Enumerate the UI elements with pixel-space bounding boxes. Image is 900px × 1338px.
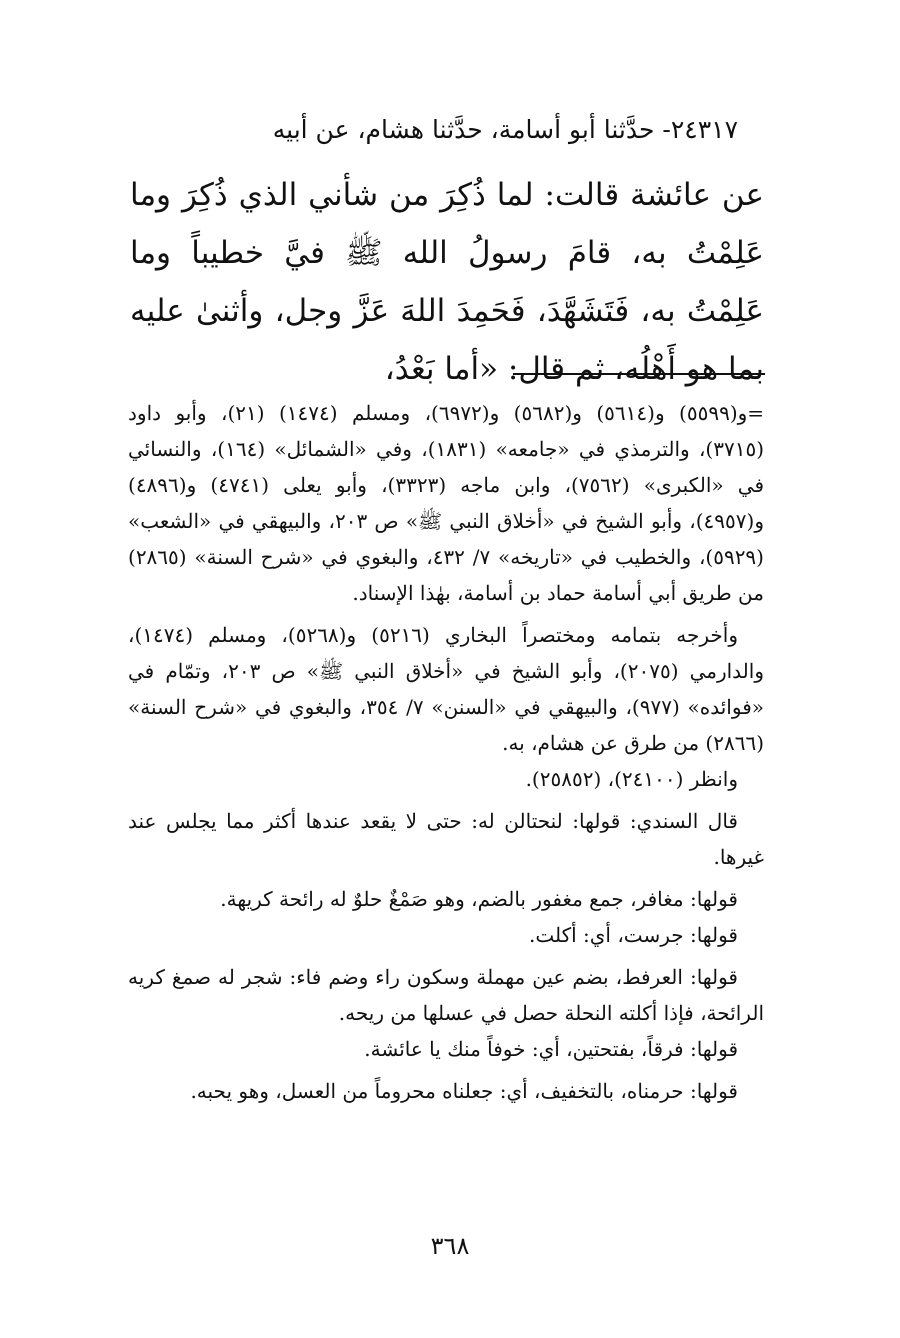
footnote-paragraph: قولها: جرست، أي: أكلت. xyxy=(528,923,738,947)
footnote-paragraph: قولها: حرمناه، بالتخفيف، أي: جعلناه محروماً من العسل، وهو يحبه. xyxy=(190,1079,738,1103)
footnotes xyxy=(128,395,764,1109)
page-number: ٣٦٨ xyxy=(430,1232,470,1260)
footnote-paragraph: وأخرجه بتمامه ومختصراً البخاري (٥٢١٦) و(٥٢٦٨)، ومسلم (١٤٧٤)، والدارمي (٢٠٧٥)، وأبو الشيخ في «أخلاق النبي ﷺ» ص ٢٠٣، وتمّام في «فوائده» (٩٧٧)، والبيهقي في «السنن» ٧/ ٣٥٤، والبغوي في «شرح السنة» (٢٨٦٦) من طرق عن هشام، به. xyxy=(128,623,764,755)
hadith-body xyxy=(130,166,764,398)
footnote-paragraph: قولها: فرقاً، بفتحتين، أي: خوفاً منك يا عائشة. xyxy=(364,1037,738,1061)
footnote-separator xyxy=(513,373,765,375)
footnote-paragraph: قولها: العرفط، بضم عين مهملة وسكون راء وضم فاء: شجر له صمغ كريه الرائحة، فإذا أكلته النحلة حصل في عسلها من ريحه. xyxy=(128,965,764,1025)
hadith-body-text: عن عائشة قالت: لما ذُكِرَ من شأني الذي ذُكِرَ وما عَلِمْتُ به، قامَ رسولُ الله ﷺ فيَّ خطيباً وما عَلِمْتُ به، فَتَشَهَّدَ، فَحَمِدَ اللهَ عَزَّ وجل، وأثنىٰ عليه بما هو أَهْلُه، ثم قال: «أما بَعْدُ، xyxy=(130,177,764,387)
hadith-header: ٢٤٣١٧- حدَّثنا أبو أسامة، حدَّثنا هشام، عن أبيه xyxy=(272,115,738,144)
footnote-paragraph: =و(٥٥٩٩) و(٥٦١٤) و(٥٦٨٢) و(٦٩٧٢)، ومسلم (١٤٧٤) (٢١)، وأبو داود (٣٧١٥)، والترمذي في «جامعه» (١٨٣١)، وفي «الشمائل» (١٦٤)، والنسائي في «الكبرى» (٧٥٦٢)، وابن ماجه (٣٣٢٣)، وأبو يعلى (٤٧٤١) و(٤٨٩٦) و(٤٩٥٧)، وأبو الشيخ في «أخلاق النبي ﷺ» ص ٢٠٣، والبيهقي في «الشعب» (٥٩٢٩)، والخطيب في «تاريخه» ٧/ ٤٣٢، والبغوي في «شرح السنة» (٢٨٦٥) من طريق أبي أسامة حماد بن أسامة، بهٰذا الإسناد. xyxy=(128,401,765,605)
footnote-paragraph: وانظر (٢٤١٠٠)، (٢٥٨٥٢). xyxy=(525,767,738,791)
footnote-paragraph: قال السندي: قولها: لنحتالن له: حتى لا يقعد عندها أكثر مما يجلس عند غيرها. xyxy=(128,809,764,869)
footnote-paragraph: قولها: مغافر، جمع مغفور بالضم، وهو صَمْغٌ حلوٌ له رائحة كريهة. xyxy=(220,887,738,911)
